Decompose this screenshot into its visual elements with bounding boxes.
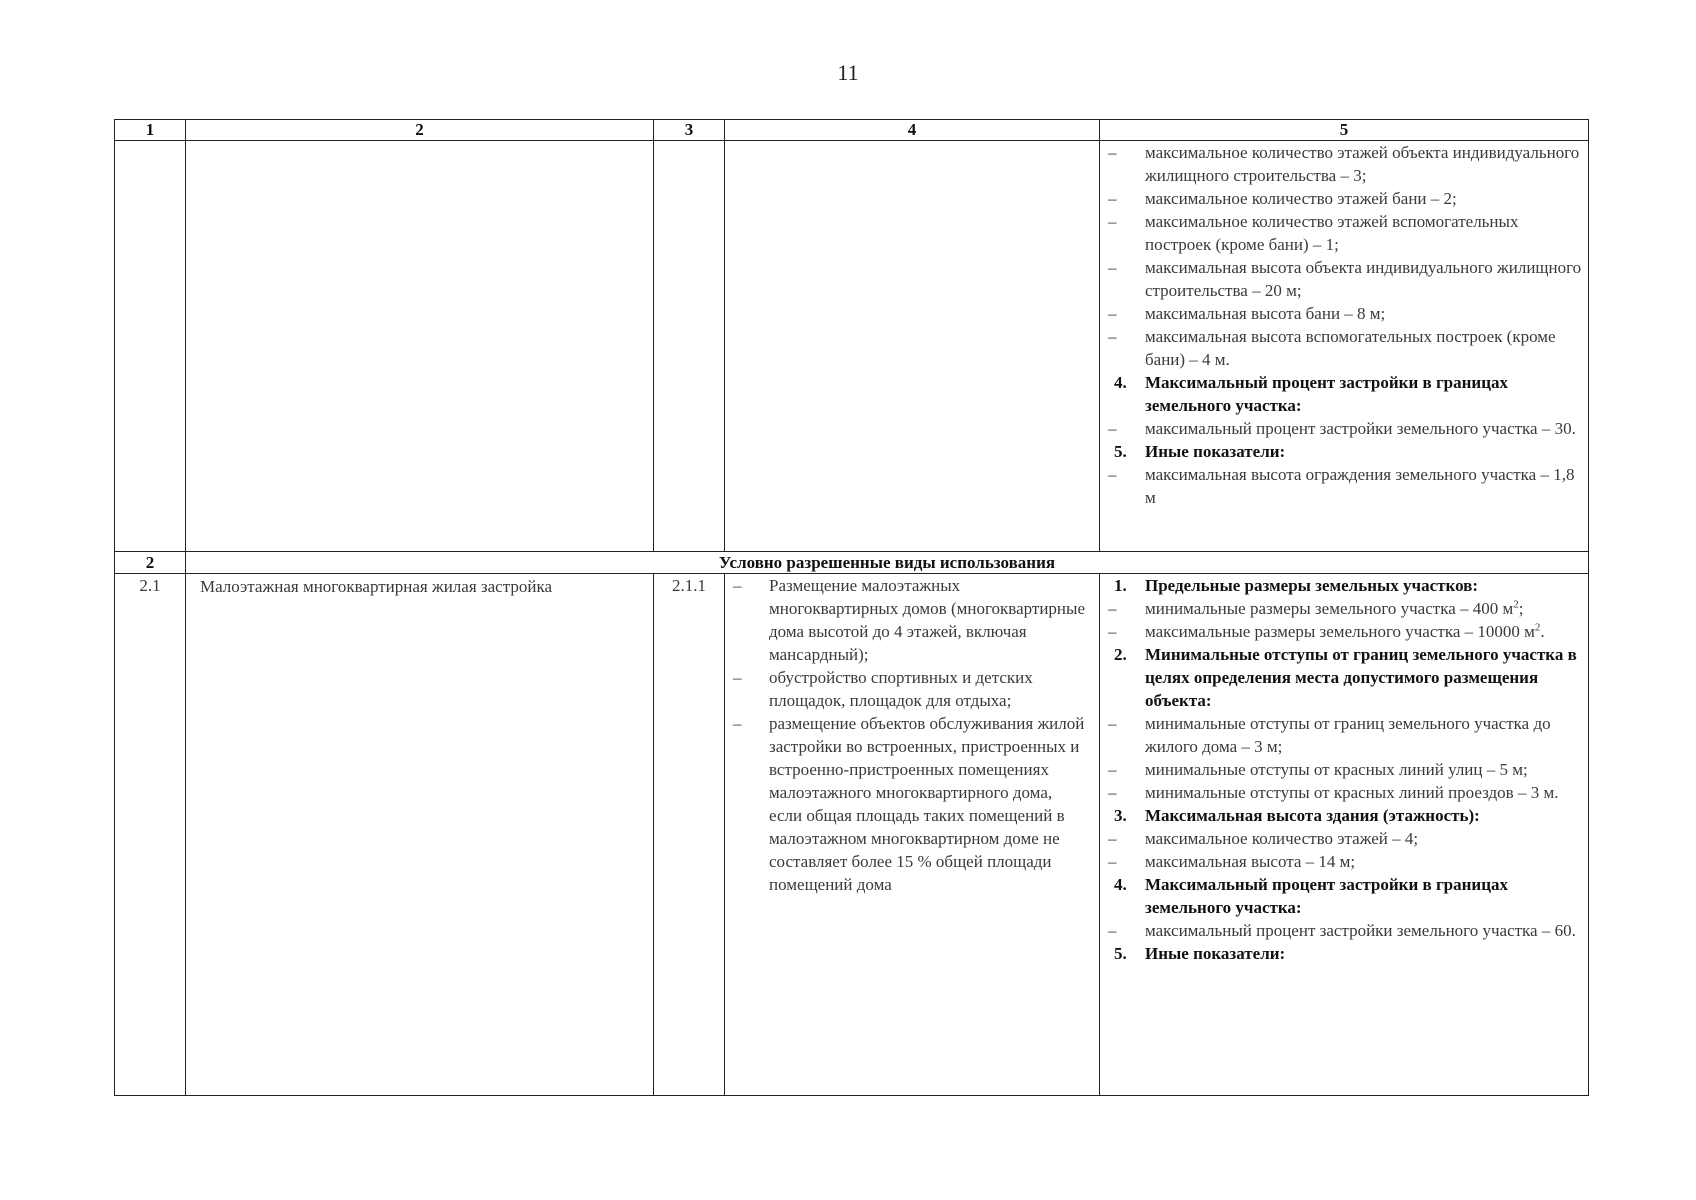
param-heading [1100,371,1588,417]
cell-empty [725,141,1100,552]
param-heading-text: Максимальный процент застройки в границах земельного участка: [1145,373,1509,415]
section-title: Условно разрешенные виды использования [186,552,1589,574]
param-item: – максимальная высота бани – 8 м; [1100,302,1588,325]
param-item: – максимальный процент застройки земельного участка – 30. [1100,417,1588,440]
params-list [1100,141,1588,509]
table-header-row [115,120,1589,141]
description-item: – обустройство спортивных и детских площадок, площадок для отдыха; [725,666,1099,712]
param-heading [1100,440,1588,463]
param-heading [1100,804,1588,827]
param-list [1100,141,1588,371]
param-item: – максимальная высота – 14 м; [1100,850,1588,873]
param-item: – максимальное количество этажей объекта индивидуального жилищного строительства – 3; [1100,141,1588,187]
header-col-4: 4 [725,120,1100,141]
param-heading [1100,574,1588,597]
section-row [115,552,1589,574]
param-list [1100,712,1588,804]
param-item: – максимальное количество этажей бани – 2; [1100,187,1588,210]
param-item: – максимальный процент застройки земельного участка – 60. [1100,919,1588,942]
table-row-continued [115,141,1589,552]
page-number: 11 [837,60,859,85]
param-list [1100,919,1588,942]
param-item: – максимальная высота вспомогательных построек (кроме бани) – 4 м. [1100,325,1588,371]
description-list [725,574,1099,896]
params-cell [1100,574,1589,1096]
use-type-name: Малоэтажная многоквартирная жилая застройка [186,574,654,1096]
regulations-table [114,119,1589,1096]
param-list [1100,463,1588,509]
param-heading [1100,942,1588,965]
header-col-3: 3 [654,120,725,141]
param-heading-text: Максимальный процент застройки в границах земельного участка: [1145,875,1509,917]
section-number: 2 [115,552,186,574]
param-heading-number: 5. [1114,442,1127,461]
description-item: – размещение объектов обслуживания жилой застройки во встроенных, пристроенных и встроенно-пристроенных помещениях малоэтажного многоквартирного дома, если общая площадь таких помещений в малоэтажном многоквартирном доме не составляет более 15 % общей площади помещений дома [725,712,1099,896]
params-list [1100,574,1588,965]
cell-empty [186,141,654,552]
row-number: 2.1 [115,574,186,1096]
param-heading-number: 2. [1114,645,1127,664]
param-list [1100,827,1588,873]
param-heading-number: 4. [1114,373,1127,392]
param-heading-text: Иные показатели: [1145,442,1286,461]
param-item: – минимальные размеры земельного участка – 400 $м^2$; [1100,597,1588,620]
param-item: – минимальные отступы от красных линий проездов – 3 м. [1100,781,1588,804]
param-heading-number: 3. [1114,806,1127,825]
param-heading-text: Иные показатели: [1145,944,1286,963]
param-heading-number: 5. [1114,944,1127,963]
param-item: – максимальное количество этажей – 4; [1100,827,1588,850]
cell-empty [115,141,186,552]
description-item: – Размещение малоэтажных многоквартирных домов (многоквартирные дома высотой до 4 этажей, включая мансардный); [725,574,1099,666]
param-list [1100,597,1588,643]
param-item: – минимальные отступы от красных линий улиц – 5 м; [1100,758,1588,781]
header-col-5: 5 [1100,120,1589,141]
use-type-code: 2.1.1 [654,574,725,1096]
param-heading-text: Предельные размеры земельных участков: [1145,576,1479,595]
param-heading-text: Минимальные отступы от границ земельного участка в целях определения места допустимого размещения объекта: [1145,645,1577,710]
table-row [115,574,1589,1096]
param-item: – максимальное количество этажей вспомогательных построек (кроме бани) – 1; [1100,210,1588,256]
header-col-2: 2 [186,120,654,141]
use-type-description [725,574,1100,1096]
param-heading-text: Максимальная высота здания (этажность): [1145,806,1480,825]
param-item: – минимальные отступы от границ земельного участка до жилого дома – 3 м; [1100,712,1588,758]
param-heading-number: 4. [1114,875,1127,894]
params-cell [1100,141,1589,552]
param-heading-number: 1. [1114,576,1127,595]
param-heading [1100,643,1588,712]
param-heading [1100,873,1588,919]
param-list [1100,417,1588,440]
header-col-1: 1 [115,120,186,141]
param-item: – максимальная высота объекта индивидуального жилищного строительства – 20 м; [1100,256,1588,302]
param-item: – максимальная высота ограждения земельного участка – 1,8 м [1100,463,1588,509]
param-item: – максимальные размеры земельного участка – 10000 $м^2$. [1100,620,1588,643]
cell-empty [654,141,725,552]
